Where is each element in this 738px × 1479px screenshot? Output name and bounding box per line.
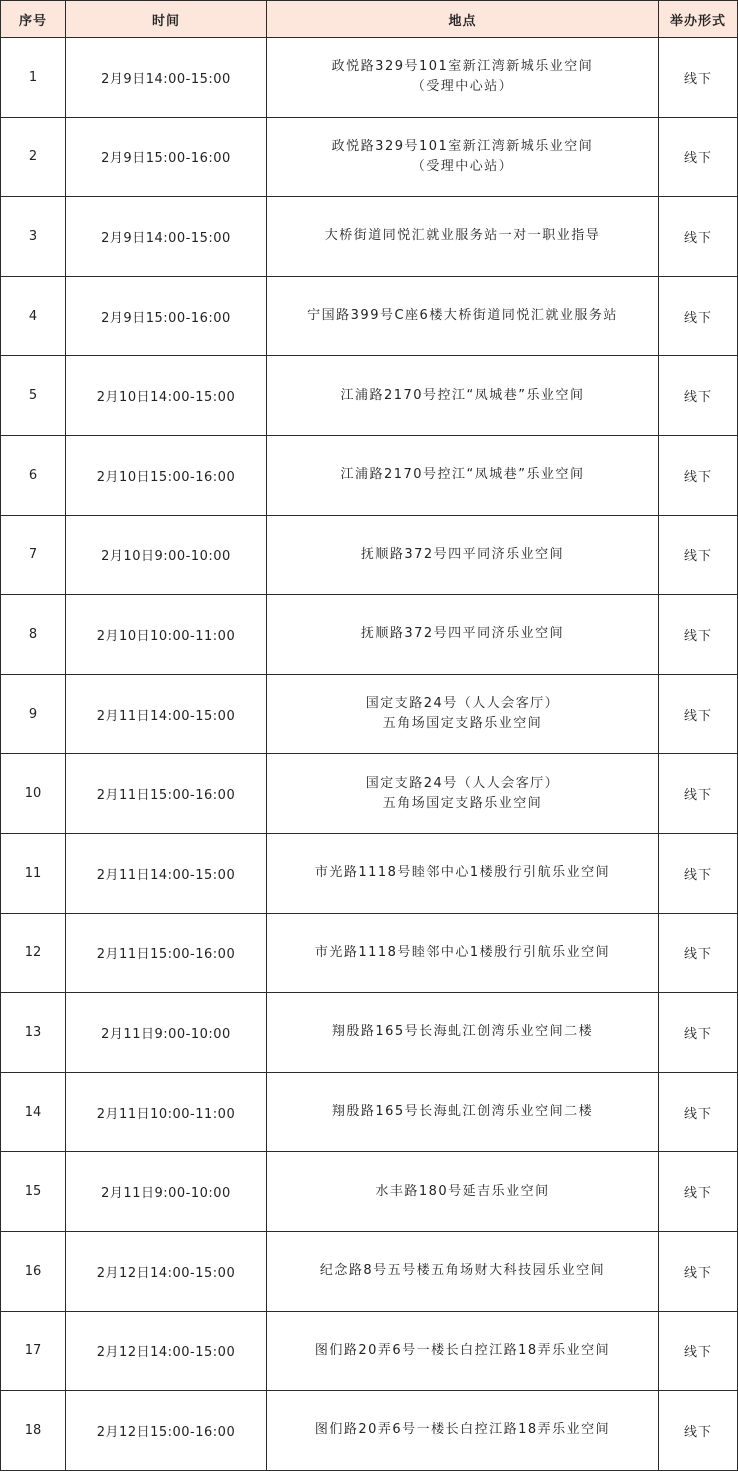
cell-no: 17 xyxy=(1,1311,66,1391)
place-line: 纪念路8号五号楼五角场财大科技园乐业空间 xyxy=(319,1263,606,1279)
place-line: 图们路20弄6号一楼长白控江路18弄乐业空间 xyxy=(314,1342,611,1358)
place-line: 政悦路329号101室新江湾新城乐业空间 xyxy=(331,59,594,75)
cell-no: 3 xyxy=(1,197,66,277)
table-row xyxy=(1,754,738,834)
place-line: 江浦路2170号控江“凤城巷”乐业空间 xyxy=(340,387,585,403)
header-form: 举办形式 xyxy=(659,1,738,38)
cell-form: 线下 xyxy=(659,1152,738,1232)
cell-no: 14 xyxy=(1,1072,66,1152)
cell-form: 线下 xyxy=(659,1391,738,1471)
cell-time: 2月11日14:00-15:00 xyxy=(66,674,267,754)
cell-form: 线下 xyxy=(659,993,738,1073)
cell-place xyxy=(267,833,659,913)
cell-no: 13 xyxy=(1,993,66,1073)
cell-no: 9 xyxy=(1,674,66,754)
cell-place xyxy=(267,993,659,1073)
cell-place xyxy=(267,595,659,675)
table-row xyxy=(1,38,738,118)
header-row xyxy=(1,1,738,38)
cell-place xyxy=(267,435,659,515)
table-row xyxy=(1,117,738,197)
cell-form: 线下 xyxy=(659,1311,738,1391)
cell-no: 5 xyxy=(1,356,66,436)
cell-time: 2月11日15:00-16:00 xyxy=(66,754,267,834)
cell-no: 15 xyxy=(1,1152,66,1232)
cell-form: 线下 xyxy=(659,38,738,118)
cell-time: 2月9日15:00-16:00 xyxy=(66,276,267,356)
place-line: 抚顺路372号四平同济乐业空间 xyxy=(360,546,565,562)
cell-form: 线下 xyxy=(659,595,738,675)
cell-place xyxy=(267,1391,659,1471)
cell-place xyxy=(267,1311,659,1391)
table-row xyxy=(1,1152,738,1232)
table-row xyxy=(1,1391,738,1471)
cell-time: 2月12日15:00-16:00 xyxy=(66,1391,267,1471)
table-row xyxy=(1,1311,738,1391)
place-line: 水丰路180号延吉乐业空间 xyxy=(375,1183,550,1199)
cell-time: 2月11日9:00-10:00 xyxy=(66,1152,267,1232)
cell-no: 2 xyxy=(1,117,66,197)
header-time: 时间 xyxy=(66,1,267,38)
cell-place xyxy=(267,276,659,356)
cell-time: 2月11日14:00-15:00 xyxy=(66,833,267,913)
cell-time: 2月12日14:00-15:00 xyxy=(66,1311,267,1391)
cell-place xyxy=(267,913,659,993)
table-body xyxy=(1,38,738,1471)
place-line: 五角场国定支路乐业空间 xyxy=(382,795,543,811)
table-row xyxy=(1,197,738,277)
cell-place xyxy=(267,674,659,754)
cell-time: 2月9日14:00-15:00 xyxy=(66,197,267,277)
cell-place xyxy=(267,515,659,595)
cell-form: 线下 xyxy=(659,913,738,993)
place-line: （受理中心站） xyxy=(411,79,514,95)
cell-time: 2月11日15:00-16:00 xyxy=(66,913,267,993)
place-line: 翔殷路165号长海虬江创湾乐业空间二楼 xyxy=(331,1104,594,1120)
cell-place xyxy=(267,38,659,118)
cell-form: 线下 xyxy=(659,356,738,436)
cell-place xyxy=(267,1152,659,1232)
table-row xyxy=(1,1072,738,1152)
cell-place xyxy=(267,1072,659,1152)
place-line: 大桥街道同悦汇就业服务站一对一职业指导 xyxy=(324,228,601,244)
header-place: 地点 xyxy=(267,1,659,38)
cell-form: 线下 xyxy=(659,1072,738,1152)
place-line: 国定支路24号（人人会客厅） xyxy=(365,696,560,712)
cell-time: 2月12日14:00-15:00 xyxy=(66,1231,267,1311)
table-row xyxy=(1,356,738,436)
place-line: 翔殷路165号长海虬江创湾乐业空间二楼 xyxy=(331,1024,594,1040)
place-line: 市光路1118号睦邻中心1楼殷行引航乐业空间 xyxy=(314,865,611,881)
cell-no: 11 xyxy=(1,833,66,913)
cell-no: 6 xyxy=(1,435,66,515)
cell-time: 2月9日14:00-15:00 xyxy=(66,38,267,118)
table-row xyxy=(1,674,738,754)
cell-time: 2月10日14:00-15:00 xyxy=(66,356,267,436)
cell-place xyxy=(267,197,659,277)
cell-no: 7 xyxy=(1,515,66,595)
table-row xyxy=(1,1231,738,1311)
cell-no: 4 xyxy=(1,276,66,356)
cell-form: 线下 xyxy=(659,435,738,515)
cell-no: 12 xyxy=(1,913,66,993)
cell-place xyxy=(267,1231,659,1311)
place-line: 图们路20弄6号一楼长白控江路18弄乐业空间 xyxy=(314,1422,611,1438)
cell-time: 2月9日15:00-16:00 xyxy=(66,117,267,197)
cell-time: 2月11日9:00-10:00 xyxy=(66,993,267,1073)
place-line: 政悦路329号101室新江湾新城乐业空间 xyxy=(331,138,594,154)
cell-form: 线下 xyxy=(659,197,738,277)
cell-time: 2月10日15:00-16:00 xyxy=(66,435,267,515)
cell-form: 线下 xyxy=(659,117,738,197)
cell-form: 线下 xyxy=(659,754,738,834)
cell-form: 线下 xyxy=(659,674,738,754)
cell-place xyxy=(267,117,659,197)
place-line: 抚顺路372号四平同济乐业空间 xyxy=(360,626,565,642)
table-row xyxy=(1,913,738,993)
table-header xyxy=(1,1,738,38)
table-row xyxy=(1,515,738,595)
cell-no: 10 xyxy=(1,754,66,834)
cell-no: 16 xyxy=(1,1231,66,1311)
table-row xyxy=(1,993,738,1073)
cell-form: 线下 xyxy=(659,1231,738,1311)
cell-time: 2月11日10:00-11:00 xyxy=(66,1072,267,1152)
place-line: 市光路1118号睦邻中心1楼殷行引航乐业空间 xyxy=(314,944,611,960)
table-row xyxy=(1,435,738,515)
table-row xyxy=(1,833,738,913)
cell-time: 2月10日9:00-10:00 xyxy=(66,515,267,595)
place-line: 五角场国定支路乐业空间 xyxy=(382,716,543,732)
cell-place xyxy=(267,754,659,834)
cell-no: 18 xyxy=(1,1391,66,1471)
header-no: 序号 xyxy=(1,1,66,38)
cell-place xyxy=(267,356,659,436)
cell-form: 线下 xyxy=(659,833,738,913)
cell-form: 线下 xyxy=(659,515,738,595)
cell-time: 2月10日10:00-11:00 xyxy=(66,595,267,675)
cell-no: 1 xyxy=(1,38,66,118)
place-line: （受理中心站） xyxy=(411,158,514,174)
table-row xyxy=(1,595,738,675)
place-line: 江浦路2170号控江“凤城巷”乐业空间 xyxy=(340,467,585,483)
place-line: 宁国路399号C座6楼大桥街道同悦汇就业服务站 xyxy=(307,308,618,324)
cell-no: 8 xyxy=(1,595,66,675)
cell-form: 线下 xyxy=(659,276,738,356)
table-row xyxy=(1,276,738,356)
place-line: 国定支路24号（人人会客厅） xyxy=(365,775,560,791)
